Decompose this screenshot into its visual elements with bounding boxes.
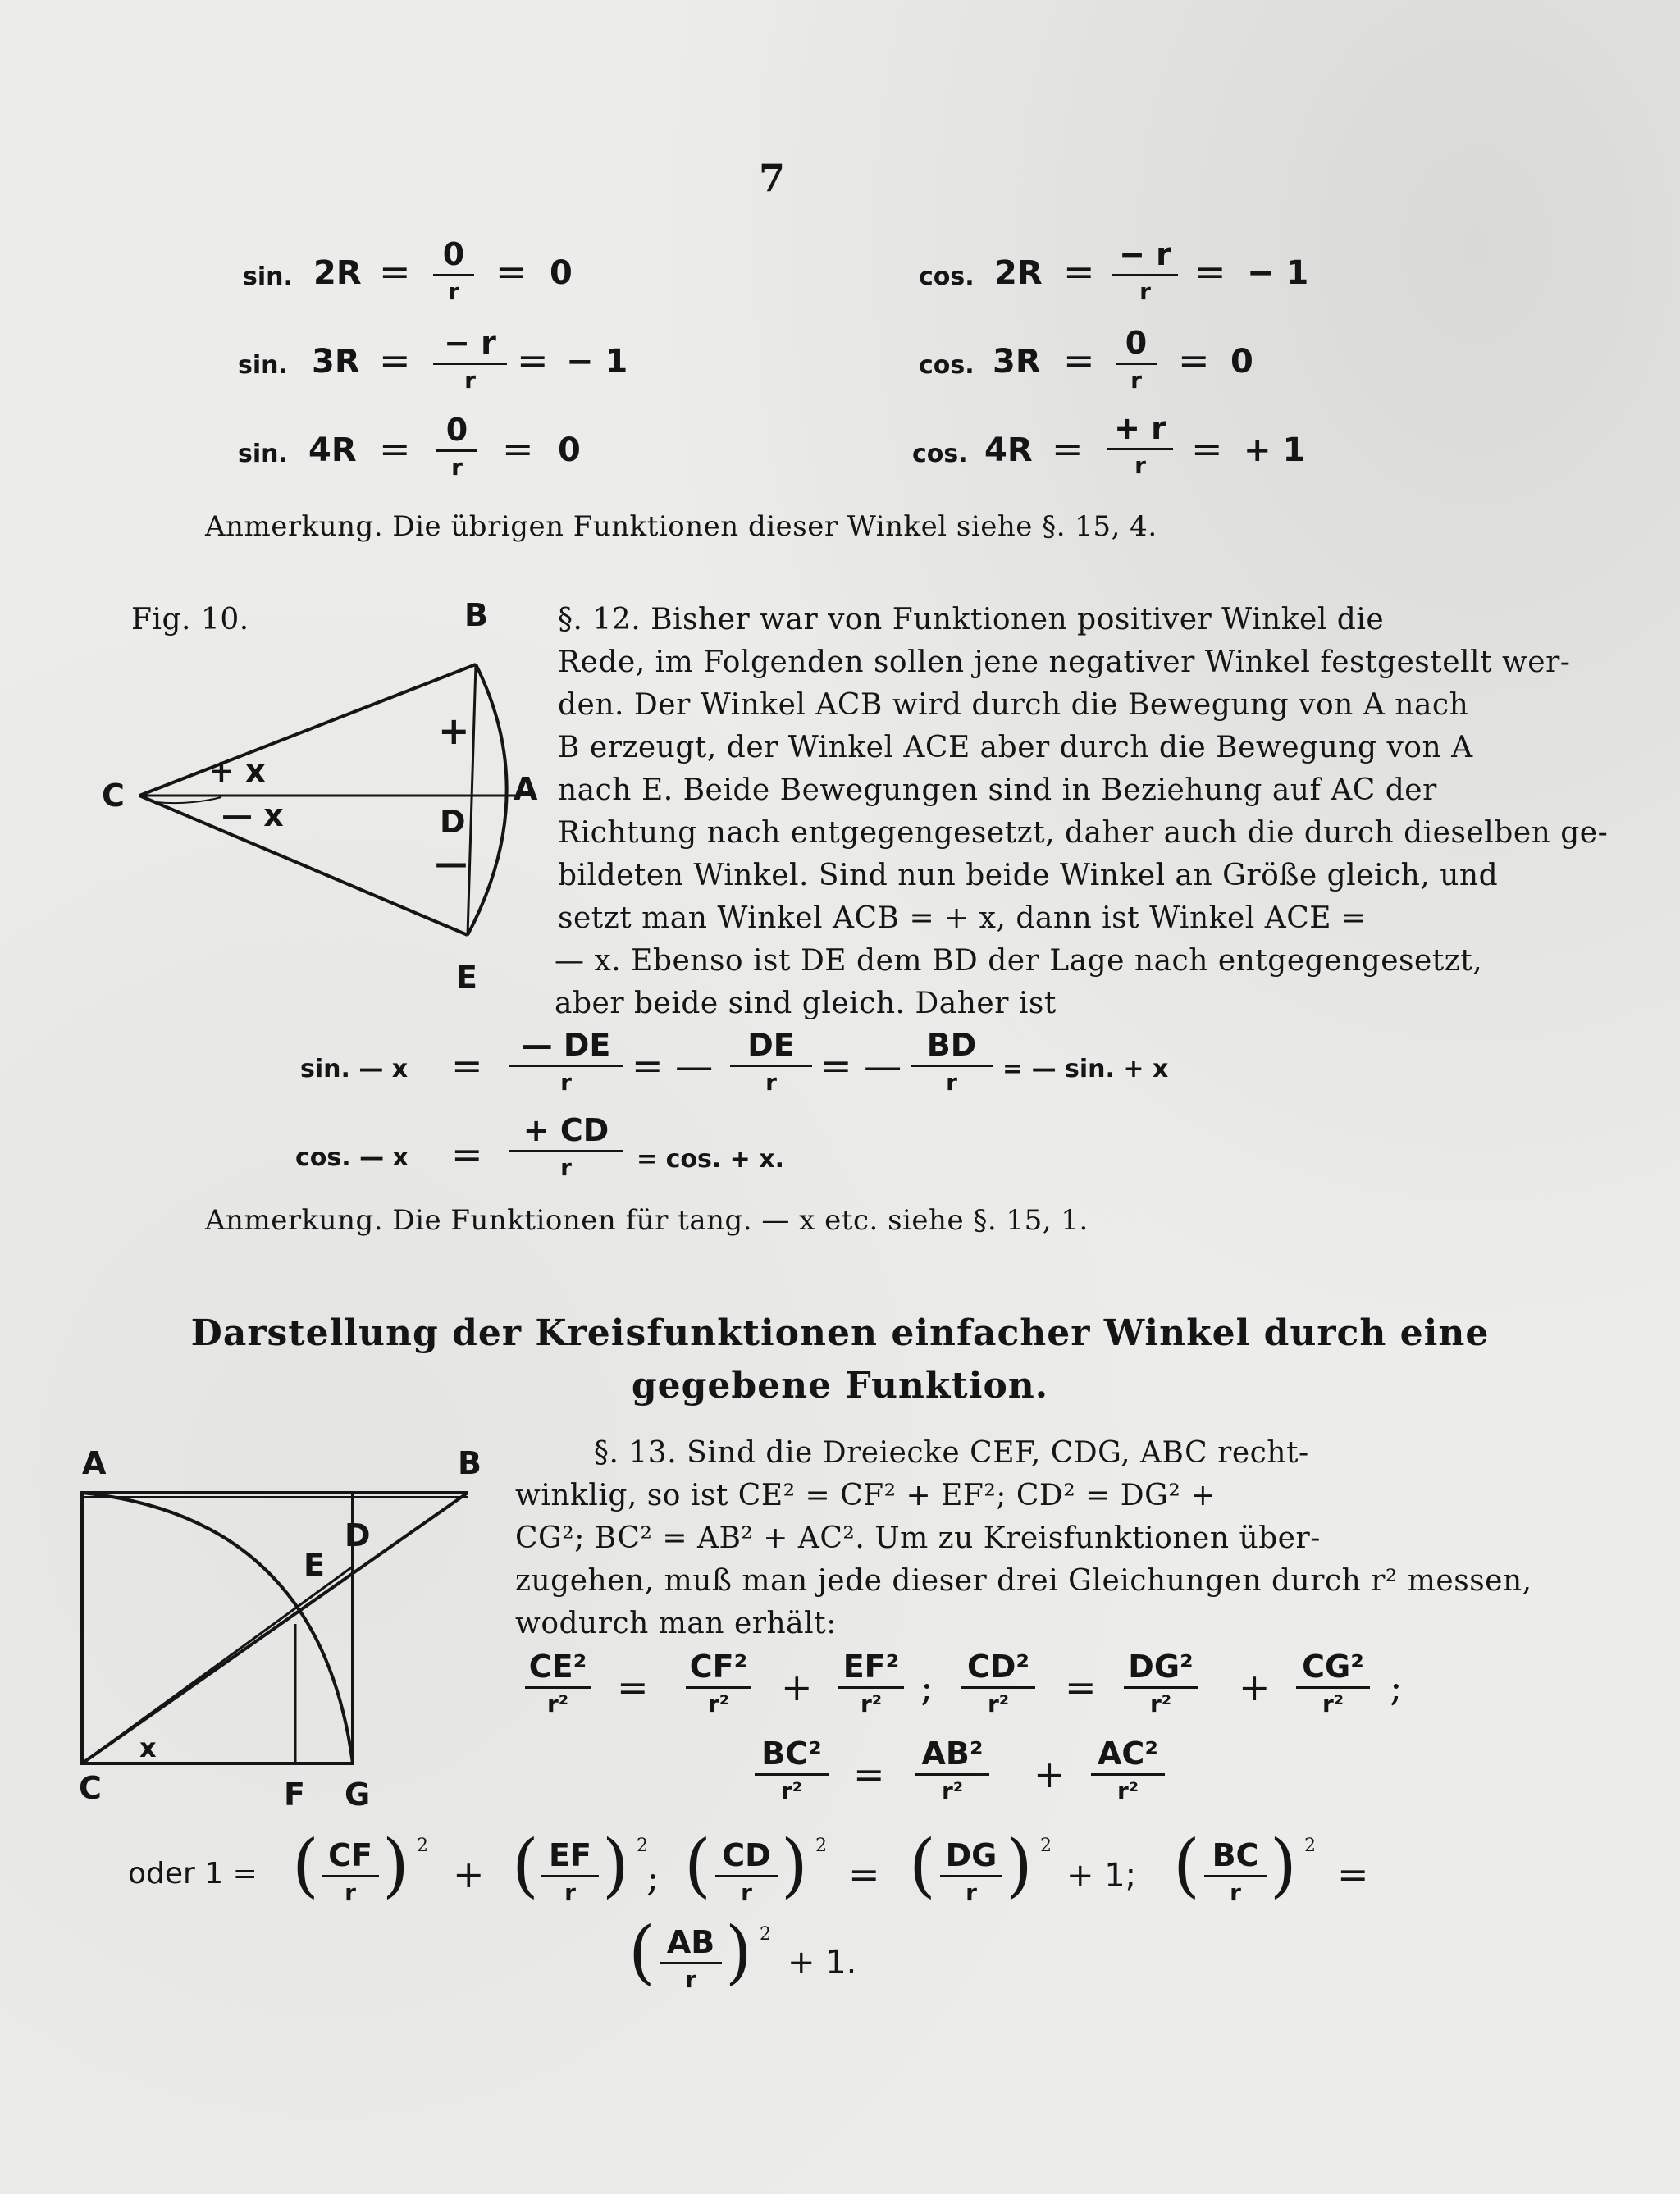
semicolon: ; [1390, 1665, 1403, 1709]
line: nach E. Beide Bewegungen sind in Beziehung auf AC der [558, 773, 1437, 807]
paren-close: ) [781, 1825, 808, 1905]
line: Richtung nach entgegengesetzt, daher auch die durch dieselben ge- [558, 816, 1609, 850]
plus: + [781, 1665, 813, 1709]
rhs: = — sin. + x [1002, 1055, 1169, 1083]
fraction: 0 r [436, 412, 477, 481]
fraction: − r r [433, 325, 507, 395]
arg: 3R [312, 343, 360, 381]
result: 0 [1230, 343, 1253, 381]
fraction: + r r [1107, 410, 1173, 480]
result: 0 [550, 254, 573, 292]
arg: 4R [308, 431, 357, 469]
section12-paragraph [558, 599, 1571, 684]
paren-open: ( [628, 1912, 655, 1992]
fraction-BC: BC² r² [755, 1736, 829, 1805]
square: 2 [637, 1836, 648, 1856]
equals: = [848, 1852, 880, 1896]
triangle-figure [74, 1468, 500, 1796]
fraction-DG-r: DG r [940, 1837, 1002, 1907]
op: = — [632, 1043, 714, 1088]
paren-open: ( [684, 1825, 711, 1905]
square: 2 [417, 1836, 428, 1856]
page-number: 7 [759, 156, 786, 200]
plus: + [1239, 1665, 1271, 1709]
line-CB [139, 664, 476, 796]
equals: = [379, 426, 411, 471]
equals: = [1194, 249, 1226, 294]
fig-label-E: E [304, 1547, 325, 1583]
line: winklig, so ist CE² = CF² + EF²; CD² = DG² + [515, 1479, 1216, 1512]
paren-open: ( [909, 1825, 936, 1905]
equals: = [1178, 338, 1210, 382]
line: Rede, im Folgenden sollen jene negativer Winkel festgestellt wer- [558, 645, 1571, 679]
fraction-DG: DG² r² [1124, 1649, 1198, 1718]
fraction-CD-r: CD r [715, 1837, 778, 1907]
arg: 2R [994, 254, 1043, 292]
fraction: DE r [730, 1027, 812, 1097]
line: — x. Ebenso ist DE dem BD der Lage nach entgegengesetzt, [555, 944, 1483, 978]
section-heading-line1: Darstellung der Kreisfunktionen einfacher Winkel durch eine [190, 1312, 1490, 1354]
fraction: — DE r [509, 1027, 623, 1097]
arg: 4R [984, 431, 1033, 469]
line-CE [139, 796, 468, 935]
fig10-label-A: A [514, 771, 538, 807]
fraction-AC: AC² r² [1091, 1736, 1165, 1805]
line: aber beide sind gleich. Daher ist [555, 987, 1057, 1020]
equals: = [379, 249, 411, 294]
fraction-AB-r: AB r [660, 1924, 722, 1994]
fig-label-B: B [458, 1445, 482, 1481]
fn-label: sin. [243, 262, 293, 291]
fraction: BD r [911, 1027, 993, 1097]
result: + 1 [1244, 431, 1306, 469]
paren-close: ) [382, 1825, 409, 1905]
fraction-AB: AB² r² [915, 1736, 989, 1805]
fig-label-C: C [79, 1770, 102, 1806]
line: CG²; BC² = AB² + AC². Um zu Kreisfunktionen über- [515, 1521, 1321, 1555]
fig-label-D: D [345, 1517, 371, 1553]
line: bildeten Winkel. Sind nun beide Winkel an Größe gleich, und [558, 859, 1499, 892]
fraction: 0 r [1116, 325, 1157, 395]
paren-close: ) [602, 1825, 629, 1905]
fig10-diagram [98, 591, 558, 1017]
paren-open: ( [1173, 1825, 1200, 1905]
line: §. 12. Bisher war von Funktionen positiver Winkel die [558, 603, 1385, 636]
line-CD [82, 1567, 353, 1763]
fig10-label-minus-x: — x [221, 797, 284, 833]
fraction-CG: CG² r² [1296, 1649, 1370, 1718]
square: 2 [1304, 1836, 1316, 1856]
fn-label: sin. [238, 440, 288, 468]
section12-paragraph-cont [558, 684, 1609, 940]
fraction-CD: CD² r² [961, 1649, 1035, 1718]
lhs: cos. — x [295, 1143, 409, 1172]
fig10-label-D: D [440, 804, 466, 840]
semicolon: ; [920, 1665, 934, 1709]
note-1: Anmerkung. Die übrigen Funktionen dieser Winkel siehe §. 15, 4. [205, 510, 1157, 543]
equals: = [1065, 1665, 1097, 1709]
equals: = [1337, 1852, 1369, 1896]
paren-close: ) [1006, 1825, 1033, 1905]
plus-one-end: + 1. [788, 1944, 857, 1982]
equals: = [617, 1665, 649, 1709]
section12-paragraph-end [555, 940, 1483, 1025]
line: setzt man Winkel ACB = + x, dann ist Winkel ACE = [558, 901, 1367, 935]
lhs: sin. — x [300, 1055, 409, 1083]
paren-open: ( [292, 1825, 319, 1905]
equals: = [1191, 426, 1223, 471]
fn-label: sin. [238, 351, 288, 380]
equals: = [451, 1132, 483, 1176]
plus: + [453, 1852, 485, 1896]
fraction-EF-r: EF r [541, 1837, 599, 1907]
fig-label-G: G [345, 1777, 371, 1813]
fn-label: cos. [919, 262, 975, 291]
fig10-label-B: B [464, 597, 488, 633]
result: − 1 [566, 343, 628, 381]
fig10-label-minus: — [435, 845, 468, 883]
equals: = [1052, 426, 1084, 471]
line: §. 13. Sind die Dreiecke CEF, CDG, ABC recht- [594, 1436, 1309, 1470]
op: = — [820, 1043, 902, 1088]
paren-close: ) [1270, 1825, 1297, 1905]
fig10-caption: Fig. 10. [131, 603, 249, 636]
result: 0 [558, 431, 581, 469]
fig10-label-plus-x: + x [208, 753, 266, 789]
arg: 3R [993, 343, 1041, 381]
fn-label: cos. [919, 351, 975, 380]
quarter-arc [82, 1493, 353, 1763]
section-heading-line2: gegebene Funktion. [631, 1365, 1049, 1407]
paren-open: ( [512, 1825, 539, 1905]
fraction-CF: CF² r² [686, 1649, 751, 1718]
fraction-EF: EF² r² [838, 1649, 904, 1718]
equals: = [1063, 249, 1095, 294]
fig-label-x: x [139, 1732, 157, 1763]
fraction-CE: CE² r² [525, 1649, 591, 1718]
fig10-label-plus: + [438, 709, 470, 753]
paren-close: ) [725, 1912, 752, 1992]
fig-label-A: A [82, 1445, 107, 1481]
arc-x [156, 797, 221, 803]
result: − 1 [1247, 254, 1309, 292]
equals: = [495, 249, 527, 294]
plus-one: + 1; [1066, 1857, 1137, 1895]
rhs: = cos. + x. [637, 1145, 784, 1174]
note-2: Anmerkung. Die Funktionen für tang. — x etc. siehe §. 15, 1. [205, 1204, 1089, 1237]
fraction: − r r [1112, 236, 1178, 306]
line: den. Der Winkel ACB wird durch die Bewegung von A nach [558, 688, 1469, 722]
line: zugehen, muß man jede dieser drei Gleichungen durch r² messen, [515, 1564, 1532, 1598]
fraction: 0 r [433, 236, 474, 306]
equals: = [502, 426, 534, 471]
square: 2 [1040, 1836, 1052, 1856]
equals: = [517, 338, 549, 382]
arg: 2R [313, 254, 362, 292]
line-BE [468, 664, 476, 935]
line: wodurch man erhält: [515, 1607, 837, 1640]
fig10-label-C: C [102, 778, 125, 814]
plus: + [1034, 1752, 1066, 1796]
section13-paragraph [515, 1432, 1532, 1645]
equals: = [1063, 338, 1095, 382]
fig10-label-E: E [456, 960, 477, 996]
fig-label-F: F [284, 1777, 305, 1813]
fraction-BC-r: BC r [1204, 1837, 1267, 1907]
equals: = [379, 338, 411, 382]
prefix: oder 1 = [128, 1857, 258, 1891]
square: 2 [815, 1836, 827, 1856]
equals: = [853, 1752, 885, 1796]
line: B erzeugt, der Winkel ACE aber durch die Bewegung von A [558, 731, 1473, 764]
square: 2 [760, 1924, 771, 1945]
equals: = [451, 1043, 483, 1088]
semicolon: ; [646, 1855, 660, 1900]
fn-label: cos. [912, 440, 968, 468]
fraction: + CD r [509, 1112, 623, 1182]
fraction-CF-r: CF r [322, 1837, 379, 1907]
